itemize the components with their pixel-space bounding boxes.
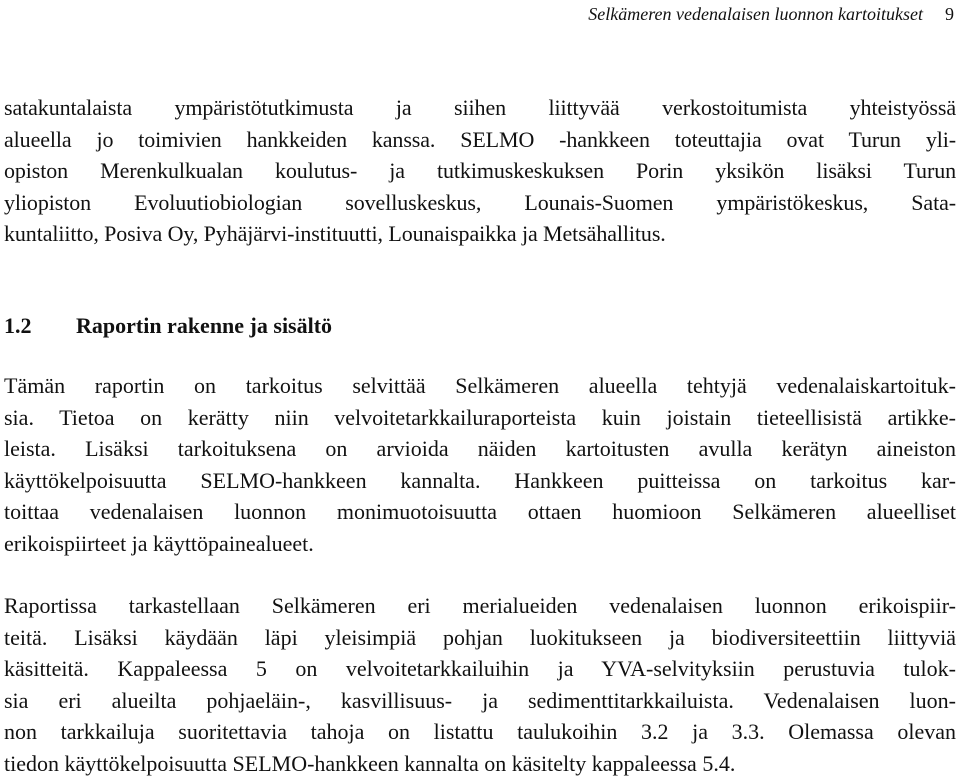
intro-paragraph: [4, 92, 956, 250]
section-title: Raportin rakenne ja sisältö: [76, 313, 332, 338]
text-line: yliopiston Evoluutiobiologian sovelluskeskus, Lounais-Suomen ympäristökeskus, Sata-: [4, 187, 956, 219]
text-line: non tarkkailuja suoritettavia tahoja on listattu taulukoihin 3.2 ja 3.3. Olemassa olevan: [4, 716, 956, 748]
text-line: sia eri alueilta pohjaeläin-, kasvillisuus- ja sedimenttitarkkailuista. Vedenalaisen luon-: [4, 685, 956, 717]
text-line: toittaa vedenalaisen luonnon monimuotoisuutta ottaen huomioon Selkämeren alueelliset: [4, 496, 956, 528]
body-paragraph-1: [4, 370, 956, 559]
text-line: käsitteitä. Kappaleessa 5 on velvoitetarkkailuihin ja YVA-selvityksiin perustuvia tulok-: [4, 653, 956, 685]
page-number: 9: [945, 4, 954, 24]
text-line: erikoispiirteet ja käyttöpainealueet.: [4, 528, 956, 560]
body-paragraph-2: [4, 590, 956, 779]
text-line: Raportissa tarkastellaan Selkämeren eri merialueiden vedenalaisen luonnon erikoispiir-: [4, 590, 956, 622]
text-line: tiedon käyttökelpoisuutta SELMO-hankkeen kannalta on käsitelty kappaleessa 5.4.: [4, 748, 956, 779]
text-line: Tämän raportin on tarkoitus selvittää Selkämeren alueella tehtyjä vedenalaiskartoituk-: [4, 370, 956, 402]
text-line: alueella jo toimivien hankkeiden kanssa. SELMO -hankkeen toteuttajia ovat Turun yli-: [4, 124, 956, 156]
text-line: opiston Merenkulkualan koulutus- ja tutkimuskeskuksen Porin yksikön lisäksi Turun: [4, 155, 956, 187]
text-line: leista. Lisäksi tarkoituksena on arvioida näiden kartoitusten avulla kerätyn aineiston: [4, 433, 956, 465]
text-line: satakuntalaista ympäristötutkimusta ja siihen liittyvää verkostoitumista yhteistyössä: [4, 92, 956, 124]
running-header: [0, 4, 954, 25]
section-heading: [4, 313, 332, 339]
section-number: 1.2: [4, 313, 76, 339]
text-line: sia. Tietoa on kerätty niin velvoitetarkkailuraporteista kuin joistain tieteellisistä artikke-: [4, 402, 956, 434]
text-line: kuntaliitto, Posiva Oy, Pyhäjärvi-instituutti, Lounaispaikka ja Metsähallitus.: [4, 218, 956, 250]
running-header-title: Selkämeren vedenalaisen luonnon kartoitukset: [588, 4, 923, 24]
text-line: teitä. Lisäksi käydään läpi yleisimpiä pohjan luokitukseen ja biodiversiteettiin liittyviä: [4, 622, 956, 654]
text-line: käyttökelpoisuutta SELMO-hankkeen kannalta. Hankkeen puitteissa on tarkoitus kar-: [4, 465, 956, 497]
